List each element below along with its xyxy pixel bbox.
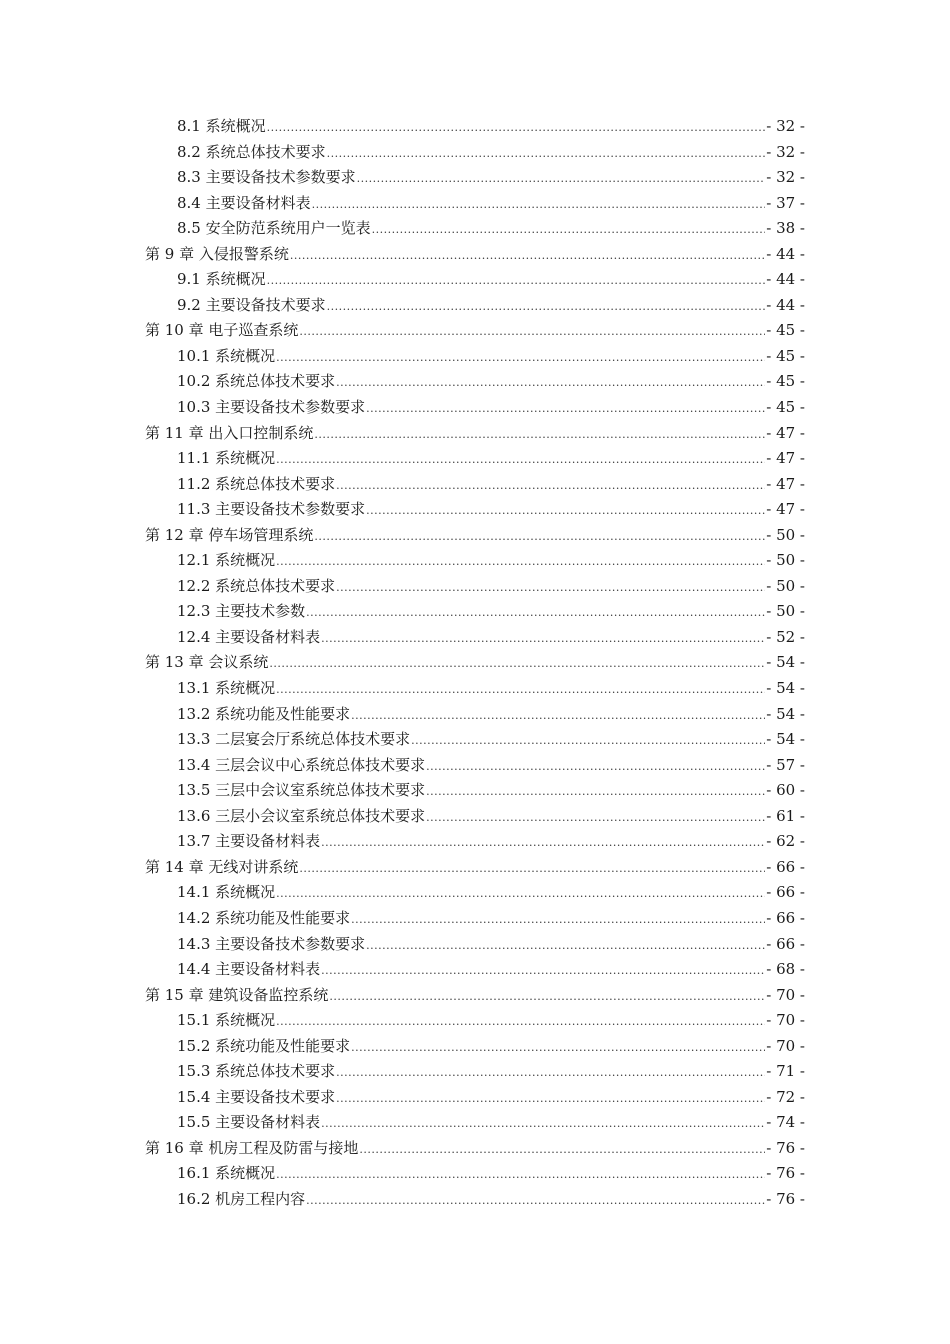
toc-dot-leader <box>351 913 765 926</box>
toc-section-entry[interactable] <box>145 1162 805 1188</box>
toc-page-number: - 32 - <box>766 168 805 187</box>
toc-entry-title: 12.4 主要设备材料表 <box>177 627 321 646</box>
toc-entry-title: 13.5 三层中会议室系统总体技术要求 <box>177 781 426 800</box>
toc-dot-leader <box>366 402 765 415</box>
toc-chapter-entry[interactable] <box>145 856 805 882</box>
toc-page-number: - 44 - <box>766 270 805 289</box>
toc-chapter-entry[interactable] <box>145 319 805 345</box>
toc-page-number: - 47 - <box>766 449 805 468</box>
toc-section-entry[interactable] <box>145 703 805 729</box>
toc-entry-title: 8.5 安全防范系统用户一览表 <box>177 219 371 238</box>
toc-page-number: - 60 - <box>766 781 805 800</box>
toc-dot-leader <box>267 274 766 287</box>
toc-entry-title: 第 9 章 入侵报警系统 <box>145 244 289 263</box>
toc-page-number: - 45 - <box>766 372 805 391</box>
toc-page-number: - 52 - <box>766 627 805 646</box>
toc-page-number: - 71 - <box>766 1062 805 1081</box>
toc-entry-title: 9.1 系统概况 <box>177 270 266 289</box>
toc-dot-leader <box>357 172 766 185</box>
toc-dot-leader <box>314 428 765 441</box>
toc-section-entry[interactable] <box>145 575 805 601</box>
toc-page-number: - 66 - <box>766 883 805 902</box>
toc-dot-leader <box>276 1015 765 1028</box>
toc-entry-title: 第 12 章 停车场管理系统 <box>145 525 314 544</box>
toc-entry-title: 16.1 系统概况 <box>177 1164 276 1183</box>
toc-entry-title: 8.4 主要设备材料表 <box>177 193 311 212</box>
toc-page-number: - 68 - <box>766 960 805 979</box>
toc-dot-leader <box>269 657 765 670</box>
toc-page-number: - 32 - <box>766 117 805 135</box>
toc-page-number: - 50 - <box>766 551 805 570</box>
toc-dot-leader <box>359 1143 765 1156</box>
toc-entry-title: 14.3 主要设备技术参数要求 <box>177 934 366 953</box>
toc-entry-title: 15.5 主要设备材料表 <box>177 1113 321 1132</box>
toc-section-entry[interactable] <box>145 192 805 218</box>
toc-entry-title: 8.2 系统总体技术要求 <box>177 142 326 161</box>
toc-section-entry[interactable] <box>145 1188 805 1214</box>
toc-dot-leader <box>336 1066 765 1079</box>
toc-page-number: - 62 - <box>766 832 805 851</box>
toc-section-entry[interactable] <box>145 907 805 933</box>
toc-page-number: - 61 - <box>766 806 805 825</box>
toc-entry-title: 11.3 主要设备技术参数要求 <box>177 500 366 519</box>
toc-dot-leader <box>336 1092 765 1105</box>
toc-section-entry[interactable] <box>145 728 805 754</box>
toc-entry-title: 13.6 三层小会议室系统总体技术要求 <box>177 806 426 825</box>
toc-entry-title: 8.3 主要设备技术参数要求 <box>177 168 356 187</box>
toc-section-entry[interactable] <box>145 1086 805 1112</box>
toc-page-number: - 76 - <box>766 1164 805 1183</box>
toc-entry-title: 第 13 章 会议系统 <box>145 653 269 672</box>
toc-section-entry[interactable] <box>145 779 805 805</box>
toc-section-entry[interactable] <box>145 805 805 831</box>
toc-entry-title: 第 11 章 出入口控制系统 <box>145 423 314 442</box>
toc-dot-leader <box>267 121 766 134</box>
toc-dot-leader <box>351 709 765 722</box>
toc-section-entry[interactable] <box>145 345 805 371</box>
toc-entry-title: 13.2 系统功能及性能要求 <box>177 704 351 723</box>
table-of-contents <box>145 115 805 1214</box>
toc-entry-title: 10.3 主要设备技术参数要求 <box>177 398 366 417</box>
toc-section-entry[interactable] <box>145 217 805 243</box>
toc-dot-leader <box>336 479 765 492</box>
toc-entry-title: 16.2 机房工程内容 <box>177 1189 306 1208</box>
toc-page-number: - 44 - <box>766 295 805 314</box>
toc-dot-leader <box>426 811 765 824</box>
toc-page-number: - 72 - <box>766 1087 805 1106</box>
toc-page-number: - 50 - <box>766 602 805 621</box>
toc-section-entry[interactable] <box>145 1060 805 1086</box>
toc-page-number: - 45 - <box>766 398 805 417</box>
toc-chapter-entry[interactable] <box>145 1137 805 1163</box>
toc-dot-leader <box>306 1194 765 1207</box>
toc-entry-title: 12.1 系统概况 <box>177 551 276 570</box>
toc-entry-title: 15.1 系统概况 <box>177 1011 276 1030</box>
toc-page-number: - 47 - <box>766 500 805 519</box>
toc-dot-leader <box>321 964 765 977</box>
toc-section-entry[interactable] <box>145 294 805 320</box>
toc-page-number: - 45 - <box>766 321 805 340</box>
toc-page-number: - 54 - <box>766 730 805 749</box>
toc-page-number: - 38 - <box>766 219 805 238</box>
toc-section-entry[interactable] <box>145 166 805 192</box>
toc-dot-leader <box>290 249 765 262</box>
toc-entry-title: 15.3 系统总体技术要求 <box>177 1062 336 1081</box>
toc-section-entry[interactable] <box>145 958 805 984</box>
toc-page-number: - 37 - <box>766 193 805 212</box>
toc-entry-title: 12.2 系统总体技术要求 <box>177 576 336 595</box>
toc-entry-title: 10.2 系统总体技术要求 <box>177 372 336 391</box>
toc-chapter-entry[interactable] <box>145 524 805 550</box>
toc-page-number: - 66 - <box>766 908 805 927</box>
toc-dot-leader <box>366 504 765 517</box>
toc-dot-leader <box>321 632 765 645</box>
toc-dot-leader <box>411 734 765 747</box>
toc-section-entry[interactable] <box>145 881 805 907</box>
toc-entry-title: 15.2 系统功能及性能要求 <box>177 1036 351 1055</box>
toc-page-number: - 50 - <box>766 525 805 544</box>
toc-section-entry[interactable] <box>145 370 805 396</box>
toc-entry-title: 11.2 系统总体技术要求 <box>177 474 336 493</box>
toc-dot-leader <box>329 990 765 1003</box>
toc-section-entry[interactable] <box>145 1009 805 1035</box>
toc-section-entry[interactable] <box>145 447 805 473</box>
toc-entry-title: 13.4 三层会议中心系统总体技术要求 <box>177 755 426 774</box>
toc-dot-leader <box>276 683 765 696</box>
toc-dot-leader <box>336 581 765 594</box>
toc-page-number: - 70 - <box>766 1036 805 1055</box>
toc-dot-leader <box>299 325 765 338</box>
toc-section-entry[interactable] <box>145 626 805 652</box>
toc-entry-title: 15.4 主要设备技术要求 <box>177 1087 336 1106</box>
toc-page-number: - 76 - <box>766 1138 805 1157</box>
toc-page-number: - 54 - <box>766 704 805 723</box>
toc-section-entry[interactable] <box>145 754 805 780</box>
toc-page-number: - 54 - <box>766 653 805 672</box>
toc-section-entry[interactable] <box>145 268 805 294</box>
toc-section-entry[interactable] <box>145 600 805 626</box>
toc-page-number: - 45 - <box>766 346 805 365</box>
toc-page-number: - 50 - <box>766 576 805 595</box>
toc-dot-leader <box>426 760 765 773</box>
toc-entry-title: 第 14 章 无线对讲系统 <box>145 857 299 876</box>
toc-entry-title: 第 15 章 建筑设备监控系统 <box>145 985 329 1004</box>
toc-page-number: - 70 - <box>766 985 805 1004</box>
toc-section-entry[interactable] <box>145 115 805 141</box>
toc-section-entry[interactable] <box>145 830 805 856</box>
toc-dot-leader <box>276 887 765 900</box>
toc-section-entry[interactable] <box>145 549 805 575</box>
toc-entry-title: 14.4 主要设备材料表 <box>177 960 321 979</box>
toc-dot-leader <box>276 453 765 466</box>
toc-dot-leader <box>426 785 765 798</box>
toc-entry-title: 9.2 主要设备技术要求 <box>177 295 326 314</box>
toc-entry-title: 12.3 主要技术参数 <box>177 602 306 621</box>
toc-page-number: - 76 - <box>766 1189 805 1208</box>
toc-section-entry[interactable] <box>145 1111 805 1137</box>
toc-page-number: - 54 - <box>766 679 805 698</box>
toc-page-number: - 47 - <box>766 423 805 442</box>
toc-chapter-entry[interactable] <box>145 422 805 448</box>
toc-dot-leader <box>306 606 765 619</box>
toc-entry-title: 13.1 系统概况 <box>177 679 276 698</box>
toc-entry-title: 13.3 二层宴会厅系统总体技术要求 <box>177 730 411 749</box>
toc-entry-title: 第 16 章 机房工程及防雷与接地 <box>145 1138 359 1157</box>
toc-chapter-entry[interactable] <box>145 651 805 677</box>
toc-entry-title: 8.1 系统概况 <box>177 117 266 135</box>
toc-page-number: - 47 - <box>766 474 805 493</box>
toc-dot-leader <box>351 1041 765 1054</box>
toc-dot-leader <box>321 1117 765 1130</box>
toc-section-entry[interactable] <box>145 677 805 703</box>
toc-dot-leader <box>314 530 765 543</box>
toc-dot-leader <box>276 555 765 568</box>
toc-entry-title: 14.1 系统概况 <box>177 883 276 902</box>
toc-section-entry[interactable] <box>145 933 805 959</box>
toc-section-entry[interactable] <box>145 141 805 167</box>
toc-dot-leader <box>276 351 765 364</box>
toc-page-number: - 66 - <box>766 857 805 876</box>
toc-entry-title: 11.1 系统概况 <box>177 449 276 468</box>
toc-page-number: - 66 - <box>766 934 805 953</box>
toc-page-number: - 32 - <box>766 142 805 161</box>
toc-dot-leader <box>276 1168 765 1181</box>
toc-dot-leader <box>336 376 765 389</box>
toc-dot-leader <box>327 300 766 313</box>
toc-page-number: - 57 - <box>766 755 805 774</box>
toc-entry-title: 10.1 系统概况 <box>177 346 276 365</box>
toc-section-entry[interactable] <box>145 473 805 499</box>
toc-page-number: - 70 - <box>766 1011 805 1030</box>
toc-dot-leader <box>327 147 766 160</box>
toc-dot-leader <box>372 223 766 236</box>
toc-entry-title: 第 10 章 电子巡查系统 <box>145 321 299 340</box>
toc-chapter-entry[interactable] <box>145 243 805 269</box>
toc-section-entry[interactable] <box>145 498 805 524</box>
toc-dot-leader <box>366 939 765 952</box>
toc-dot-leader <box>299 862 765 875</box>
toc-page-number: - 44 - <box>766 244 805 263</box>
toc-dot-leader <box>321 836 765 849</box>
toc-chapter-entry[interactable] <box>145 984 805 1010</box>
toc-dot-leader <box>312 198 766 211</box>
toc-entry-title: 13.7 主要设备材料表 <box>177 832 321 851</box>
toc-section-entry[interactable] <box>145 396 805 422</box>
toc-page-number: - 74 - <box>766 1113 805 1132</box>
toc-entry-title: 14.2 系统功能及性能要求 <box>177 908 351 927</box>
toc-section-entry[interactable] <box>145 1035 805 1061</box>
